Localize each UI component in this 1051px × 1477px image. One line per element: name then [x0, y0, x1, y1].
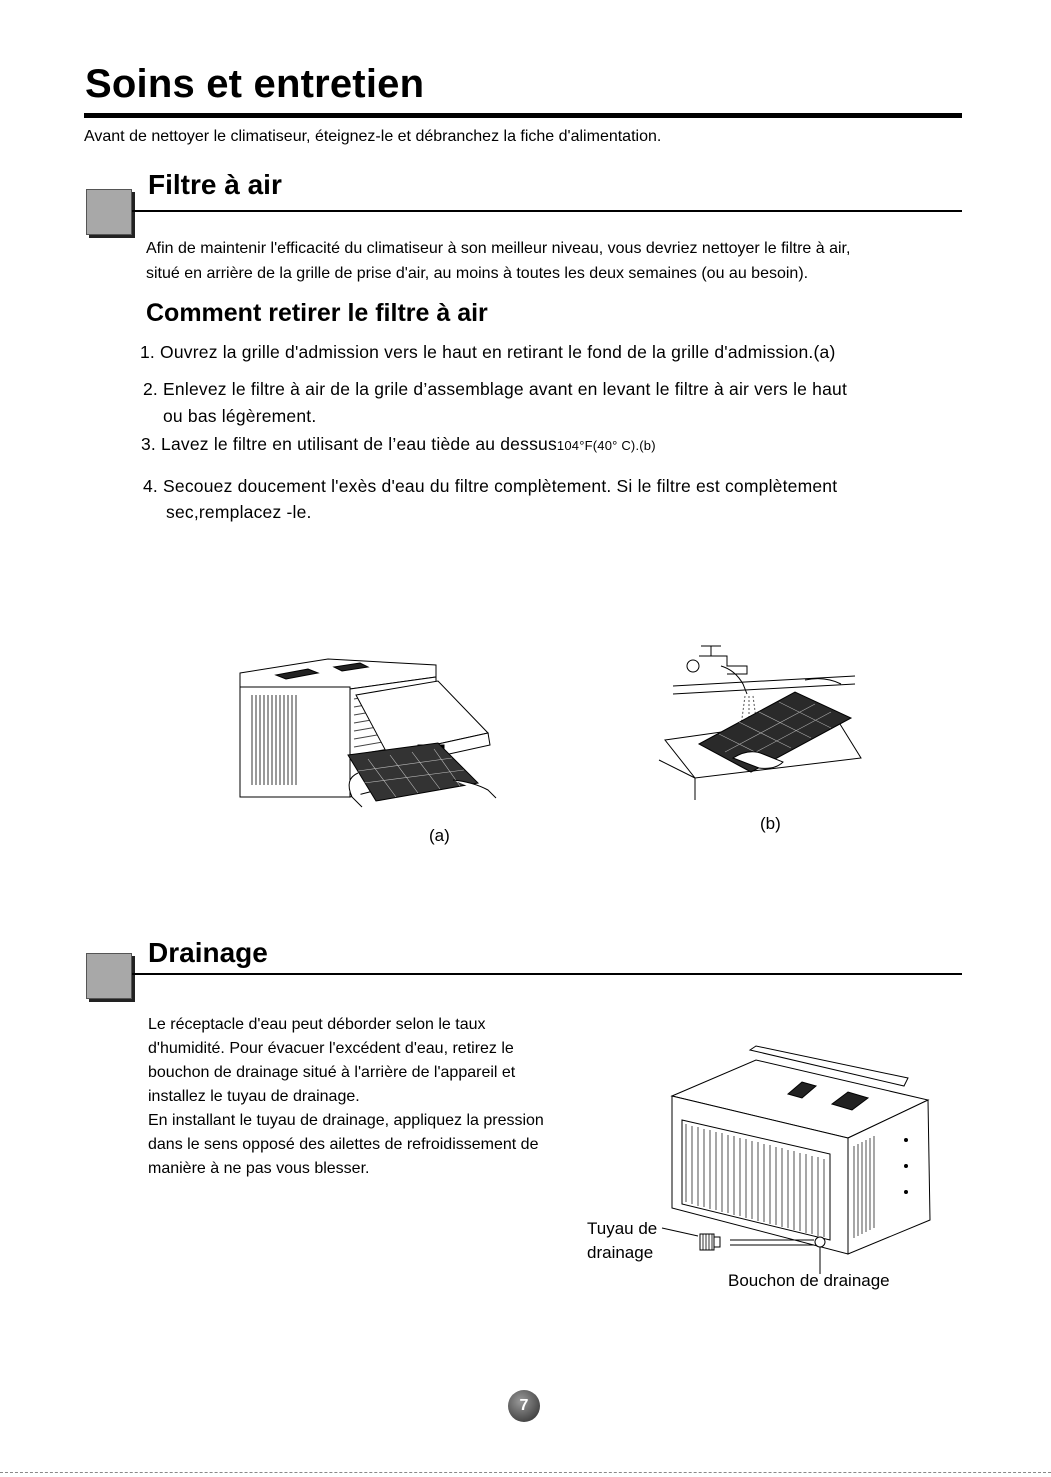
- step-2-line1: 2. Enlevez le filtre à air de la grile d’assemblage avant en levant le filtre à air vers le haut: [143, 379, 848, 399]
- section-rule-filter: [132, 210, 962, 212]
- label-hose-line1: Tuyau de: [587, 1219, 658, 1238]
- bottom-rule: [0, 1472, 1051, 1473]
- caption-a: (a): [429, 826, 450, 845]
- drain-line-3: bouchon de drainage situé à l'arrière de l'appareil et: [148, 1064, 516, 1081]
- section-marker-filter: [86, 189, 132, 235]
- step-4-line1: 4. Secouez doucement l'exès d'eau du filtre complètement. Si le filtre est complètement: [143, 476, 838, 496]
- drain-line-6: dans le sens opposé des ailettes de refroidissement de: [148, 1136, 539, 1153]
- drain-line-1: Le réceptacle d'eau peut déborder selon le taux: [148, 1016, 486, 1033]
- illustration-filter-removal: [238, 655, 498, 815]
- filter-subtitle: Comment retirer le filtre à air: [146, 299, 488, 327]
- step-3-text: 3. Lavez le filtre en utilisant de l’eau tiède au dessus: [141, 434, 557, 454]
- intro-text: Avant de nettoyer le climatiseur, éteignez-le et débranchez la fiche d'alimentation.: [84, 128, 662, 145]
- label-hose-line2: drainage: [587, 1243, 654, 1262]
- title-rule: [84, 113, 962, 118]
- page-title: Soins et entretien: [85, 62, 425, 106]
- drain-line-7: manière à ne pas vous blesser.: [148, 1160, 370, 1177]
- section-title-filter: Filtre à air: [148, 169, 282, 200]
- step-3: [141, 431, 656, 459]
- illustration-filter-washing: [655, 640, 865, 800]
- label-drain-plug: Bouchon de drainage: [728, 1271, 890, 1290]
- drain-line-4: installez le tuyau de drainage.: [148, 1088, 360, 1105]
- illustration-drainage: [668, 1042, 938, 1277]
- section-marker-drainage: [86, 953, 132, 999]
- step-4-line2: sec,remplacez -le.: [166, 502, 312, 522]
- filter-para-line2: situé en arrière de la grille de prise d'air, au moins à toutes les deux semaines (ou au besoin).: [146, 265, 809, 282]
- section-title-drainage: Drainage: [148, 937, 268, 968]
- step-2-line2: ou bas légèrement.: [163, 406, 317, 426]
- caption-b: (b): [760, 814, 781, 833]
- drain-line-2: d'humidité. Pour évacuer l'excédent d'eau, retirez le: [148, 1040, 514, 1057]
- step-1: 1. Ouvrez la grille d'admission vers le haut en retirant le fond de la grille d'admission.(a): [140, 342, 836, 362]
- section-rule-drainage: [132, 973, 962, 975]
- page-number: 7: [508, 1390, 540, 1422]
- filter-para-line1: Afin de maintenir l'efficacité du climatiseur à son meilleur niveau, vous devriez nettoyer le filtre à air,: [146, 240, 851, 257]
- drain-line-5: En installant le tuyau de drainage, appliquez la pression: [148, 1112, 544, 1129]
- step-3-temperature: 104°F(40° C).(b): [556, 438, 656, 453]
